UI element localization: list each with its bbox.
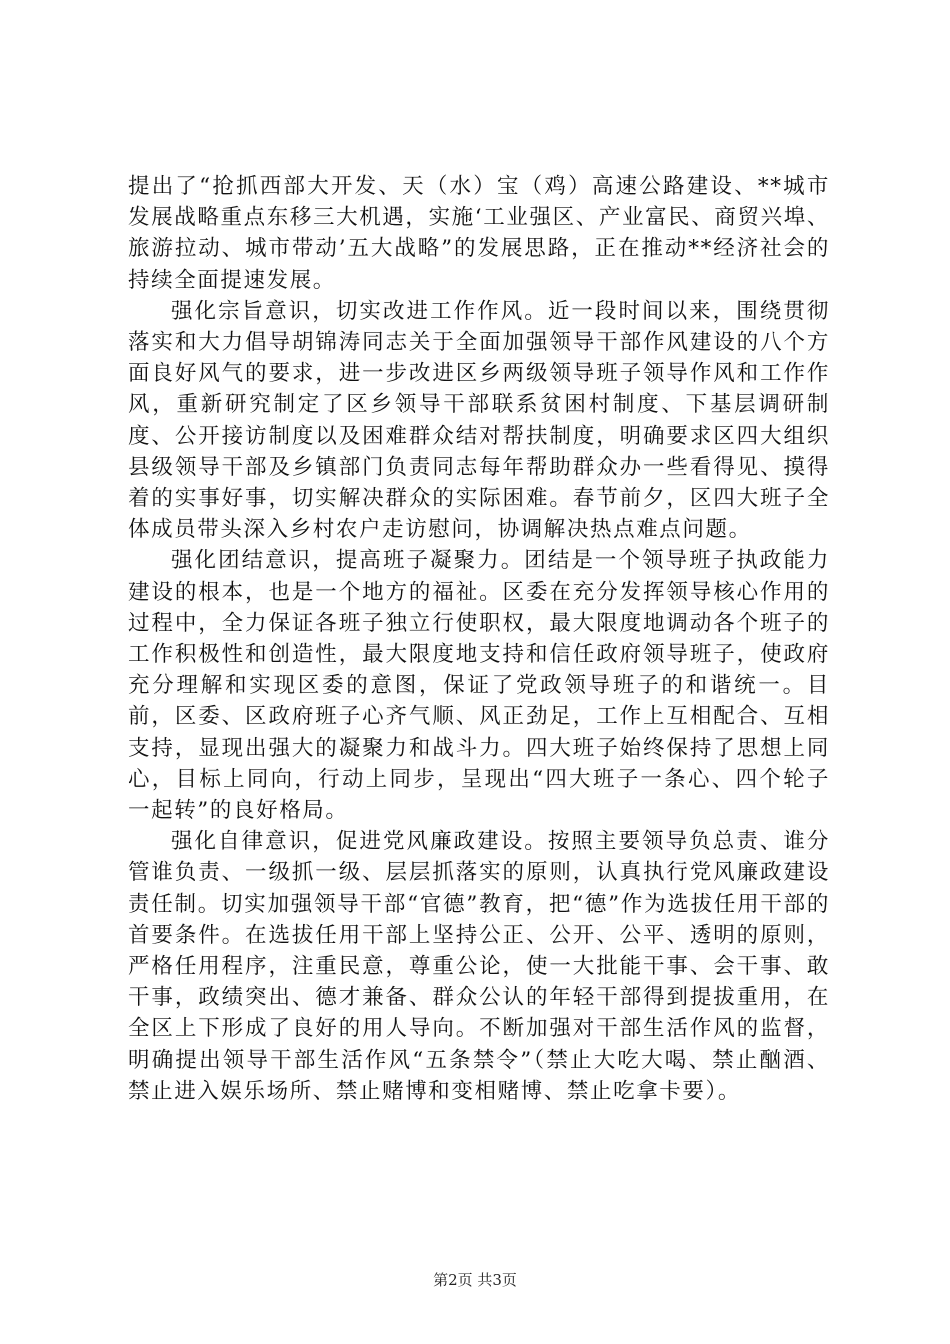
paragraph-work-style: 强化宗旨意识，切实改进工作作风。近一段时间以来，围绕贯彻落实和大力倡导胡锦涛同志关于全面加强领导干部作风建设的八个方面良好风气的要求，进一步改进区乡两级领导班子领导作风和工作作风，重新研究制定了区乡领导干部联系贫困村制度、下基层调研制度、公开接访制度以及困难群众结对帮扶制度，明确要求区四大组织县级领导干部及乡镇部门负责同志每年帮助群众办一些看得见、摸得着的实事好事，切实解决群众的实际困难。春节前夕，区四大班子全体成员带头深入乡村农户走访慰问，协调解决热点难点问题。: [128, 298, 830, 543]
paragraph-development-strategy: 提出了“抢抓西部大开发、天（水）宝（鸡）高速公路建设、**城市发展战略重点东移三大机遇，实施‘工业强区、产业富民、商贸兴埠、旅游拉动、城市带动’五大战略”的发展思路，正在推动**经济社会的持续全面提速发展。: [128, 174, 830, 293]
paragraph-unity: 强化团结意识，提高班子凝聚力。团结是一个领导班子执政能力建设的根本，也是一个地方的福祉。区委在充分发挥领导核心作用的过程中，全力保证各班子独立行使职权，最大限度地调动各个班子的工作积极性和创造性，最大限度地支持和信任政府领导班子，使政府充分理解和实现区委的意图，保证了党政领导班子的和谐统一。目前，区委、区政府班子心齐气顺、风正劲足，工作上互相配合、互相支持，显现出强大的凝聚力和战斗力。四大班子始终保持了思想上同心，目标上同向，行动上同步，呈现出“四大班子一条心、四个轮子一起转”的良好格局。: [128, 548, 830, 824]
page-number-footer: 第2页 共3页: [433, 1271, 517, 1289]
paragraph-self-discipline: 强化自律意识，促进党风廉政建设。按照主要领导负总责、谁分管谁负责、一级抓一级、层层抓落实的原则，认真执行党风廉政建设责任制。切实加强领导干部“官德”教育，把“德”作为选拔任用干部的首要条件。在选拔任用干部上坚持公正、公开、公平、透明的原则，严格任用程序，注重民意，尊重公论，使一大批能干事、会干事、敢干事，政绩突出、德才兼备、群众公认的年轻干部得到提拔重用，在全区上下形成了良好的用人导向。不断加强对干部生活作风的监督，明确提出领导干部生活作风“五条禁令”（禁止大吃大喝、禁止酗酒、禁止进入娱乐场所、禁止赌博和变相赌博、禁止吃拿卡要）。: [128, 829, 830, 1104]
document-body: [128, 171, 830, 1107]
